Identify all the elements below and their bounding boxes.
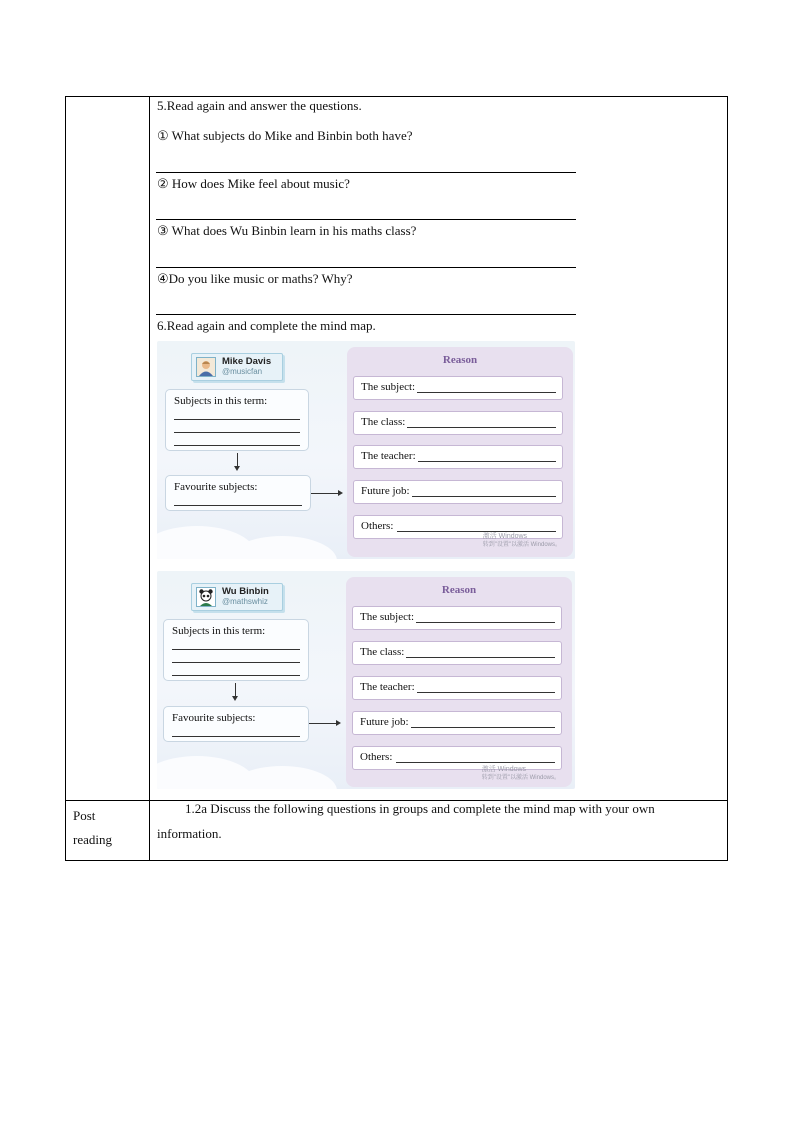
favourite-line[interactable] [174, 505, 302, 506]
mind-map-mike [157, 341, 575, 559]
reason-future-job [352, 711, 562, 735]
reason-line[interactable] [417, 392, 556, 393]
reason-title: Reason [442, 354, 478, 366]
column-divider [149, 97, 150, 860]
reason-class [352, 641, 562, 665]
answer-line-2[interactable] [156, 219, 576, 220]
reason-label: The teacher: [360, 681, 415, 693]
windows-watermark: 激活 Windows 转到"设置"以激活 Windows。 [482, 533, 561, 548]
subjects-label: Subjects in this term: [174, 395, 268, 407]
down-arrow-icon [235, 683, 236, 699]
profile-handle: @mathswhiz [222, 597, 268, 606]
subjects-line[interactable] [172, 675, 300, 676]
reason-line[interactable] [396, 762, 555, 763]
subjects-line[interactable] [172, 649, 300, 650]
reason-label: The subject: [361, 381, 416, 393]
reason-line[interactable] [418, 461, 556, 462]
reason-line[interactable] [406, 657, 555, 658]
favourite-box [165, 475, 311, 511]
reason-line[interactable] [416, 622, 555, 623]
post-reading-text-1: 1.2a Discuss the following questions in groups and complete the mind map with your own [185, 801, 655, 816]
reason-line[interactable] [407, 427, 556, 428]
reason-future-job [353, 480, 563, 504]
profile-name: Mike Davis [222, 356, 272, 367]
favourite-label: Favourite subjects: [174, 481, 258, 493]
favourite-label: Favourite subjects: [172, 712, 256, 724]
subjects-line[interactable] [174, 432, 300, 433]
reason-panel [346, 577, 572, 787]
profile-name: Wu Binbin [222, 586, 269, 597]
reason-line[interactable] [417, 692, 555, 693]
subjects-line[interactable] [174, 445, 300, 446]
reason-label: Future job: [360, 716, 409, 728]
subjects-box [163, 619, 309, 681]
reason-subject [353, 376, 563, 400]
right-arrow-icon [309, 723, 339, 724]
subjects-box [165, 389, 309, 451]
question-2: ② How does Mike feel about music? [157, 176, 350, 191]
answer-line-1[interactable] [156, 172, 576, 173]
reason-title: Reason [441, 584, 477, 596]
avatar-icon [196, 357, 216, 377]
subjects-line[interactable] [174, 419, 300, 420]
answer-line-4[interactable] [156, 314, 576, 315]
reason-label: Others: [361, 520, 394, 532]
question-4: ④Do you like music or maths? Why? [157, 271, 353, 286]
reason-subject [352, 606, 562, 630]
reason-label: Others: [360, 751, 393, 763]
windows-watermark: 激活 Windows 转到"设置"以激活 Windows。 [481, 766, 560, 781]
reason-class [353, 411, 563, 435]
favourite-box [163, 706, 309, 742]
mind-map-binbin [157, 571, 575, 789]
question-1: ① What subjects do Mike and Binbin both have? [157, 128, 413, 143]
reason-label: Future job: [361, 485, 410, 497]
profile-handle: @musicfan [222, 367, 263, 376]
down-arrow-icon [237, 453, 238, 469]
profile-badge [191, 583, 283, 611]
section6-heading: 6.Read again and complete the mind map. [157, 318, 376, 333]
answer-line-3[interactable] [156, 267, 576, 268]
subjects-line[interactable] [172, 662, 300, 663]
reason-teacher [352, 676, 562, 700]
subjects-label: Subjects in this term: [172, 625, 266, 637]
section5-heading: 5.Read again and answer the questions. [157, 98, 362, 113]
reason-line[interactable] [411, 727, 555, 728]
post-reading-label-2: reading [73, 832, 112, 847]
reason-label: The subject: [360, 611, 415, 623]
post-reading-label-1: Post [73, 808, 96, 823]
right-arrow-icon [311, 493, 341, 494]
reason-line[interactable] [397, 531, 556, 532]
reason-panel [347, 347, 573, 557]
post-reading-text-2: information. [157, 826, 222, 841]
question-3: ③ What does Wu Binbin learn in his maths class? [157, 223, 417, 238]
reason-line[interactable] [412, 496, 556, 497]
reason-label: The teacher: [361, 450, 416, 462]
reason-label: The class: [361, 416, 406, 428]
avatar-icon [196, 587, 216, 607]
favourite-line[interactable] [172, 736, 300, 737]
profile-badge [191, 353, 283, 381]
reason-teacher [353, 445, 563, 469]
reason-label: The class: [360, 646, 405, 658]
